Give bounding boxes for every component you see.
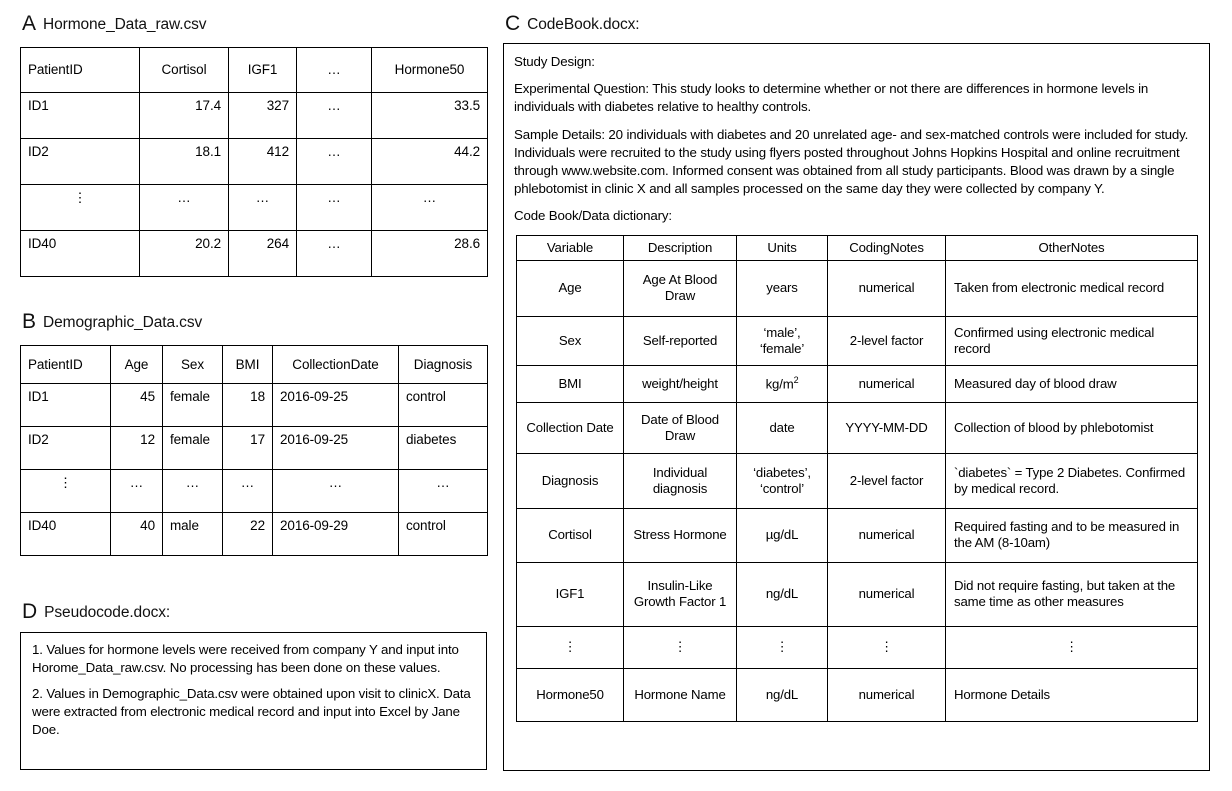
cell-vertical-ellipsis: ⋮ xyxy=(21,470,111,513)
cell-coding-notes: YYYY-MM-DD xyxy=(828,402,946,453)
table-header-row xyxy=(517,235,1198,260)
cell-vertical-ellipsis: ⋮ xyxy=(624,626,737,668)
column-header: … xyxy=(297,48,372,93)
cell-coding-notes: numerical xyxy=(828,562,946,626)
table-row xyxy=(517,316,1198,365)
table-row xyxy=(21,513,488,556)
column-header: Variable xyxy=(517,235,624,260)
cell-description: weight/height xyxy=(624,365,737,402)
cell-variable: Cortisol xyxy=(517,508,624,562)
cell-ellipsis: … xyxy=(273,470,399,513)
cell-description: Stress Hormone xyxy=(624,508,737,562)
cell-ellipsis: … xyxy=(140,185,229,231)
panel-a-filename: Hormone_Data_raw.csv xyxy=(43,16,207,33)
cell-hormone50: 33.5 xyxy=(372,93,488,139)
column-header: Sex xyxy=(163,346,223,384)
pseudocode-step: 1. Values for hormone levels were received from company Y and input into Horome_Data_raw.csv. No processing has been done on these values. xyxy=(32,642,459,675)
cell-ellipsis: … xyxy=(229,185,297,231)
cell-coding-notes: 2-level factor xyxy=(828,316,946,365)
cell-description: Age At Blood Draw xyxy=(624,260,737,316)
panel-b-filename: Demographic_Data.csv xyxy=(43,314,203,331)
column-header: Cortisol xyxy=(140,48,229,93)
cell-collectiondate: 2016-09-29 xyxy=(273,513,399,556)
cell-vertical-ellipsis: ⋮ xyxy=(828,626,946,668)
panel-b-letter: B xyxy=(22,310,37,333)
cell-variable: Hormone50 xyxy=(517,668,624,721)
cell-vertical-ellipsis: ⋮ xyxy=(21,185,140,231)
cell-igf1: 327 xyxy=(229,93,297,139)
column-header: OtherNotes xyxy=(946,235,1198,260)
cell-age: 45 xyxy=(111,384,163,427)
column-header: Description xyxy=(624,235,737,260)
cell-units: ‘male’, ‘female’ xyxy=(737,316,828,365)
panel-d-letter: D xyxy=(22,600,38,623)
panel-c-filename: CodeBook.docx: xyxy=(527,16,640,33)
cell-variable: Collection Date xyxy=(517,402,624,453)
table-row xyxy=(21,427,488,470)
table-row xyxy=(21,231,488,277)
table-header-row xyxy=(21,48,488,93)
column-header: Hormone50 xyxy=(372,48,488,93)
table-row xyxy=(21,384,488,427)
cell-units-bmi: $kg/m^2$ xyxy=(737,365,828,402)
table-row-ellipsis xyxy=(517,626,1198,668)
table-row xyxy=(517,365,1198,402)
cell-other-notes: Required fasting and to be measured in the AM (8-10am) xyxy=(946,508,1198,562)
panel-d-title xyxy=(22,601,170,622)
cell-ellipsis: … xyxy=(297,93,372,139)
cell-diagnosis: control xyxy=(399,513,488,556)
table-row xyxy=(517,668,1198,721)
cell-units: date xyxy=(737,402,828,453)
cell-bmi: 18 xyxy=(223,384,273,427)
cell-ellipsis: … xyxy=(297,185,372,231)
table-row xyxy=(517,562,1198,626)
cell-ellipsis: … xyxy=(111,470,163,513)
table-header-row xyxy=(21,346,488,384)
table-row xyxy=(517,508,1198,562)
cell-ellipsis: … xyxy=(372,185,488,231)
column-header: CodingNotes xyxy=(828,235,946,260)
cell-ellipsis: … xyxy=(297,139,372,185)
cell-collectiondate: 2016-09-25 xyxy=(273,384,399,427)
cell-cortisol: 17.4 xyxy=(140,93,229,139)
column-header: Age xyxy=(111,346,163,384)
cell-ellipsis: … xyxy=(223,470,273,513)
cell-igf1: 264 xyxy=(229,231,297,277)
cell-variable: Age xyxy=(517,260,624,316)
cell-patientid: ID40 xyxy=(21,231,140,277)
cell-diagnosis: diabetes xyxy=(399,427,488,470)
cell-hormone50: 28.6 xyxy=(372,231,488,277)
cell-coding-notes: numerical xyxy=(828,668,946,721)
cell-description: Date of Blood Draw xyxy=(624,402,737,453)
cell-coding-notes: numerical xyxy=(828,365,946,402)
sample-details-text: Sample Details: 20 individuals with diabetes and 20 unrelated age- and sex-matched controls were included for study. Individuals were recruited to the study using flyers posted throughout Johns Hopkins Hospital and online recruitment through www.website.com. Informed consent was obtained from all study participants. Blood was drawn by a single phlebotomist in clinic X and all samples processed on the same day they were collected by company Y. xyxy=(514,126,1189,197)
cell-hormone50: 44.2 xyxy=(372,139,488,185)
codebook-table xyxy=(516,235,1198,722)
cell-vertical-ellipsis: ⋮ xyxy=(946,626,1198,668)
cell-collectiondate: 2016-09-25 xyxy=(273,427,399,470)
table-row-ellipsis xyxy=(21,185,488,231)
cell-description: Insulin-Like Growth Factor 1 xyxy=(624,562,737,626)
cell-variable: Diagnosis xyxy=(517,453,624,508)
cell-units: µg/dL xyxy=(737,508,828,562)
codebook-heading: Code Book/Data dictionary: xyxy=(514,208,672,224)
codebook-box xyxy=(503,43,1210,771)
panel-d-filename: Pseudocode.docx: xyxy=(44,604,171,621)
cell-patientid: ID40 xyxy=(21,513,111,556)
pseudocode-box xyxy=(20,632,487,770)
cell-patientid: ID2 xyxy=(21,139,140,185)
panel-c-title xyxy=(505,13,640,34)
cell-other-notes: Taken from electronic medical record xyxy=(946,260,1198,316)
cell-cortisol: 20.2 xyxy=(140,231,229,277)
column-header: PatientID xyxy=(21,346,111,384)
cell-vertical-ellipsis: ⋮ xyxy=(517,626,624,668)
study-design-heading: Study Design: xyxy=(514,54,595,69)
cell-ellipsis: … xyxy=(399,470,488,513)
cell-coding-notes: numerical xyxy=(828,508,946,562)
cell-description: Hormone Name xyxy=(624,668,737,721)
cell-age: 40 xyxy=(111,513,163,556)
pseudocode-step: 2. Values in Demographic_Data.csv were obtained upon visit to clinicX. Data were extracted from electronic medical record and input into Excel by Jane Doe. xyxy=(32,686,471,737)
demographic-data-table xyxy=(20,345,488,556)
cell-patientid: ID2 xyxy=(21,427,111,470)
cell-coding-notes: 2-level factor xyxy=(828,453,946,508)
cell-age: 12 xyxy=(111,427,163,470)
cell-diagnosis: control xyxy=(399,384,488,427)
cell-ellipsis: … xyxy=(163,470,223,513)
cell-igf1: 412 xyxy=(229,139,297,185)
hormone-raw-table xyxy=(20,47,488,277)
cell-description: Self-reported xyxy=(624,316,737,365)
panel-a-title xyxy=(22,13,206,34)
cell-other-notes: Confirmed using electronic medical record xyxy=(946,316,1198,365)
table-row-ellipsis xyxy=(21,470,488,513)
cell-sex: female xyxy=(163,384,223,427)
table-row xyxy=(21,139,488,185)
cell-sex: female xyxy=(163,427,223,470)
cell-bmi: 17 xyxy=(223,427,273,470)
table-row xyxy=(517,453,1198,508)
cell-patientid: ID1 xyxy=(21,384,111,427)
cell-variable: BMI xyxy=(517,365,624,402)
panel-b-title xyxy=(22,311,202,332)
cell-other-notes: Measured day of blood draw xyxy=(946,365,1198,402)
cell-cortisol: 18.1 xyxy=(140,139,229,185)
cell-vertical-ellipsis: ⋮ xyxy=(737,626,828,668)
column-header: IGF1 xyxy=(229,48,297,93)
column-header: Units xyxy=(737,235,828,260)
cell-other-notes: Collection of blood by phlebotomist xyxy=(946,402,1198,453)
experimental-question-text: Experimental Question: This study looks to determine whether or not there are differences in hormone levels in individuals with diabetes relative to healthy controls. xyxy=(514,81,1149,115)
cell-variable: Sex xyxy=(517,316,624,365)
cell-sex: male xyxy=(163,513,223,556)
cell-units: ‘diabetes’, ‘control’ xyxy=(737,453,828,508)
table-row xyxy=(517,402,1198,453)
cell-units: ng/dL xyxy=(737,562,828,626)
cell-other-notes: Did not require fasting, but taken at the same time as other measures xyxy=(946,562,1198,626)
cell-units: ng/dL xyxy=(737,668,828,721)
cell-ellipsis: … xyxy=(297,231,372,277)
table-row xyxy=(21,93,488,139)
panel-c-letter: C xyxy=(505,12,521,35)
column-header: Diagnosis xyxy=(399,346,488,384)
cell-units: years xyxy=(737,260,828,316)
cell-variable: IGF1 xyxy=(517,562,624,626)
column-header: CollectionDate xyxy=(273,346,399,384)
cell-coding-notes: numerical xyxy=(828,260,946,316)
column-header: PatientID xyxy=(21,48,140,93)
column-header: BMI xyxy=(223,346,273,384)
cell-description: Individual diagnosis xyxy=(624,453,737,508)
cell-other-notes: `diabetes` = Type 2 Diabetes. Confirmed by medical record. xyxy=(946,453,1198,508)
panel-a-letter: A xyxy=(22,12,37,35)
table-row xyxy=(517,260,1198,316)
cell-patientid: ID1 xyxy=(21,93,140,139)
cell-bmi: 22 xyxy=(223,513,273,556)
cell-other-notes: Hormone Details xyxy=(946,668,1198,721)
